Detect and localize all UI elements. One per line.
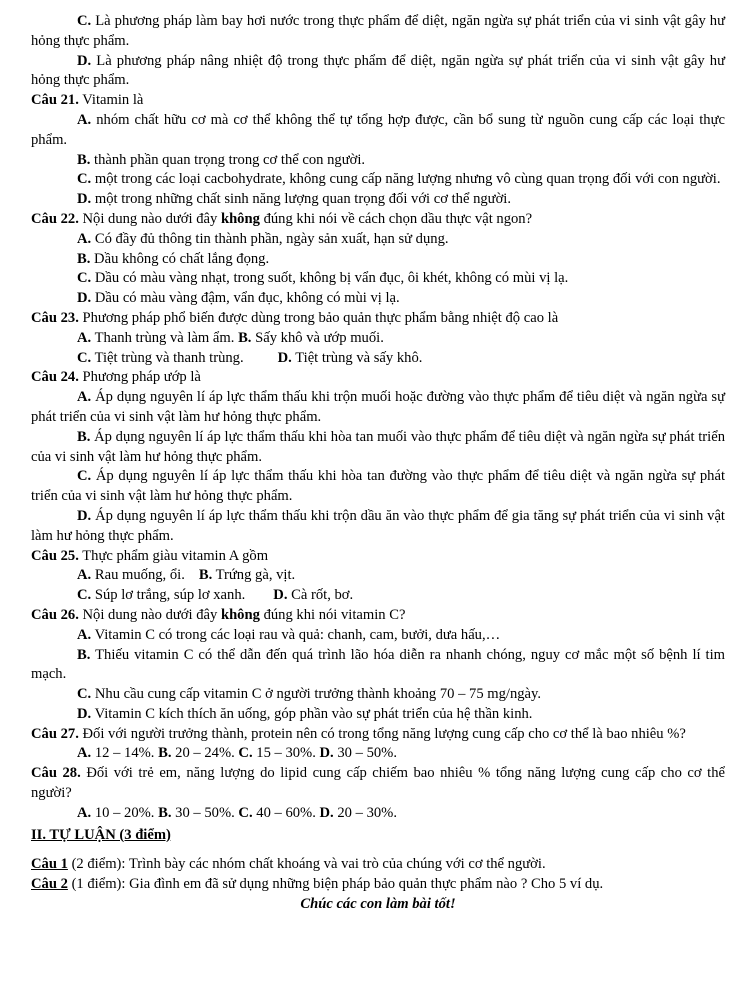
options-row: A. 10 – 20%. B. 30 – 50%. C. 40 – 60%. D. 20 – 30%. (77, 804, 397, 821)
option-b: B. thành phần quan trọng trong cơ thể con người. (77, 151, 366, 168)
option-c: C. một trong các loại cacbohydrate, không cung cấp năng lượng nhưng vô cùng quan trọng đối với con người. (77, 171, 721, 188)
option-b: B. Thiếu vitamin C có thể dẫn đến quá trình lão hóa diễn ra nhanh chóng, nguy cơ mắc một số bệnh lí tim mạch. (31, 646, 725, 683)
question-21: Câu 21. Vitamin là (31, 92, 144, 109)
question-28: Câu 28. Đối với trẻ em, năng lượng do lipid cung cấp chiếm bao nhiêu % tổng năng lượng cung cấp cho cơ thể người? (31, 765, 726, 802)
option-d: D. Vitamin C kích thích ăn uống, góp phần vào sự phát triển của hệ thần kinh. (77, 705, 533, 722)
options-ab: A. Thanh trùng và làm ẩm. B. Sấy khô và ướp muối. (77, 329, 384, 346)
option-c: C. Nhu cầu cung cấp vitamin C ở người trưởng thành khoảng 70 – 75 mg/ngày. (77, 686, 542, 703)
option-d: D. Áp dụng nguyên lí áp lực thẩm thấu khi trộn dầu ăn vào thực phẩm để gia tăng sự phát triển của vi sinh vật làm hư hỏng thực phẩm. (31, 507, 725, 544)
options-cd: C. Súp lơ trắng, súp lơ xanh. D. Cà rốt, bơ. (77, 587, 354, 604)
essay-question-2: Câu 2 (1 điểm): Gia đình em đã sử dụng những biện pháp bảo quản thực phẩm nào ? Cho 5 ví dụ. (31, 876, 604, 893)
option-a: A. Có đầy đủ thông tin thành phần, ngày sản xuất, hạn sử dụng. (77, 230, 449, 247)
question-23: Câu 23. Phương pháp phổ biến được dùng trong bảo quản thực phẩm bằng nhiệt độ cao là (31, 309, 559, 326)
section-title: II. TỰ LUẬN (3 điểm) (31, 826, 171, 843)
closing-message: Chúc các con làm bài tốt! (300, 896, 456, 913)
option-d: D. một trong những chất sinh năng lượng quan trọng đối với cơ thể người. (77, 191, 512, 208)
option-b: B. Dầu không có chất lắng đọng. (77, 250, 270, 267)
option-a: A. nhóm chất hữu cơ mà cơ thể không thể tự tổng hợp được, cần bổ sung từ nguồn cung cấp các loại thực phẩm. (31, 111, 725, 148)
question-22: Câu 22. Nội dung nào dưới đây không đúng khi nói về cách chọn dầu thực vật ngon? (31, 210, 533, 227)
option-a: A. Vitamin C có trong các loại rau và quả: chanh, cam, bưởi, dưa hấu,… (77, 626, 501, 643)
question-24: Câu 24. Phương pháp ướp là (31, 369, 201, 386)
option-b: B. Áp dụng nguyên lí áp lực thẩm thấu khi hòa tan muối vào thực phẩm để tiêu diệt và ngăn ngừa sự phát triển của vi sinh vật làm hư hỏng thực phẩm. (31, 428, 725, 465)
options-ab: A. Rau muống, ổi. B. Trứng gà, vịt. (77, 567, 296, 584)
option-d: D. Dầu có màu vàng đậm, vẩn đục, không có mùi vị lạ. (77, 290, 400, 307)
question-26: Câu 26. Nội dung nào dưới đây không đúng khi nói vitamin C? (31, 606, 406, 623)
essay-question-1: Câu 1 (2 điểm): Trình bày các nhóm chất khoáng và vai trò của chúng với cơ thể người. (31, 856, 546, 873)
question-27: Câu 27. Đối với người trưởng thành, protein nên có trong tổng năng lượng cung cấp cho cơ thể là bao nhiêu %? (31, 725, 686, 742)
option-c: C. Là phương pháp làm bay hơi nước trong thực phẩm để diệt, ngăn ngừa sự phát triển của vi sinh vật gây hư hỏng thực phẩm. (31, 13, 725, 49)
option-a: A. Áp dụng nguyên lí áp lực thẩm thấu khi trộn muối hoặc đường vào thực phẩm để tiêu diệt và ngăn ngừa sự phát triển của vi sinh vật làm hư hỏng thực phẩm. (31, 389, 725, 425)
question-25: Câu 25. Thực phẩm giàu vitamin A gồm (31, 547, 269, 564)
option-c: C. Áp dụng nguyên lí áp lực thẩm thấu khi hòa tan đường vào thực phẩm để tiêu diệt và ngăn ngừa sự phát triển của vi sinh vật làm hư hỏng thực phẩm. (31, 468, 726, 505)
option-c: C. Dầu có màu vàng nhạt, trong suốt, không bị vẩn đục, ôi khét, không có mùi vị lạ. (77, 270, 569, 287)
options-row: A. 12 – 14%. B. 20 – 24%. C. 15 – 30%. D. 30 – 50%. (77, 745, 397, 762)
options-cd: C. Tiệt trùng và thanh trùng. D. Tiệt trùng và sấy khô. (77, 349, 423, 366)
option-d: D. Là phương pháp nâng nhiệt độ trong thực phẩm để diệt, ngăn ngừa sự phát triển của vi sinh vật gây hư hỏng thực phẩm. (31, 52, 725, 89)
